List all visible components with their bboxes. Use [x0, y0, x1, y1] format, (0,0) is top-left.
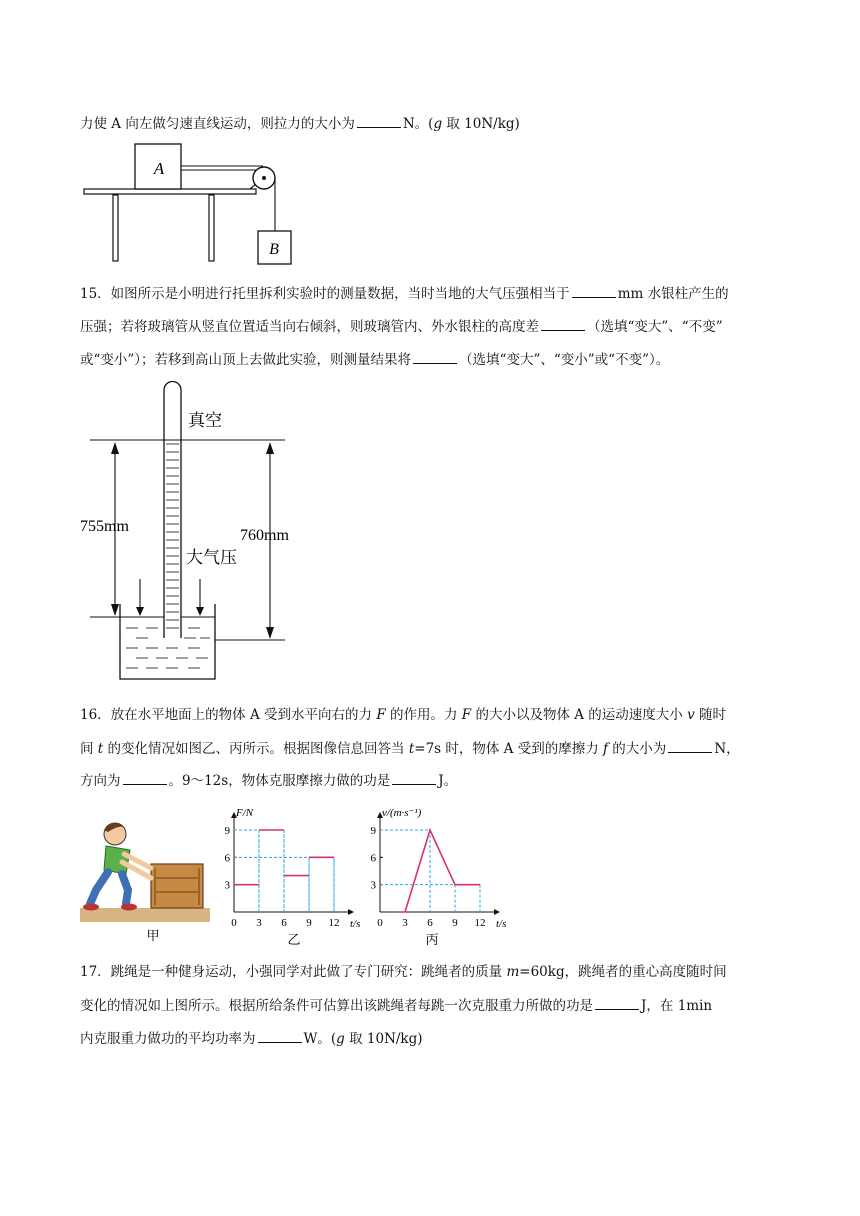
text: 或“变小”）；若移到高山顶上去做此实验，则测量结果将: [80, 352, 412, 368]
answer-blank[interactable]: [392, 771, 436, 785]
y-tick-label: 9: [224, 825, 230, 837]
q17-line-3: [80, 1029, 423, 1048]
force-time-chart: [220, 806, 368, 948]
y-axis-label: F/N: [236, 807, 254, 819]
box: [151, 864, 203, 908]
table-leg: [113, 195, 118, 261]
symbol-t: t: [408, 741, 415, 757]
left-height-label: 755mm: [80, 518, 129, 535]
x-axis-label: t/s: [496, 918, 507, 930]
text: 。9～12s，物体克服摩擦力做的功是: [168, 773, 391, 789]
q15-line-1: [80, 284, 729, 303]
table-top: [84, 189, 256, 194]
x-tick-label: 6: [281, 917, 287, 929]
q14-line-1: [80, 114, 520, 133]
vacuum-label: 真空: [188, 411, 222, 430]
symbol-f: F: [376, 707, 386, 723]
text: W。(: [303, 1031, 337, 1047]
text: 压强；若将玻璃管从竖直位置适当向右倾斜，则玻璃管内、外水银柱的高度差: [80, 319, 539, 335]
y-tick-label: 9: [370, 825, 376, 837]
y-tick-label: 6: [224, 852, 230, 865]
text: =60kg，跳绳者的重心高度随时间: [519, 964, 727, 980]
x-axis-arrow: [348, 909, 354, 915]
answer-blank[interactable]: [572, 284, 616, 298]
text: （选填“变大”、“不变”: [587, 319, 723, 335]
block-b-label: B: [269, 241, 279, 258]
symbol-g: g: [336, 1031, 345, 1047]
q14-pulley-figure: [80, 138, 300, 268]
text: 16．放在水平地面上的物体 A 受到水平向右的力: [80, 707, 377, 723]
symbol-v: v: [687, 707, 695, 723]
answer-blank[interactable]: [595, 996, 639, 1010]
text: 的作用。力: [385, 707, 462, 723]
text: 随时: [694, 707, 727, 723]
block-a-label: A: [153, 159, 165, 178]
x-tick-label: 12: [328, 917, 340, 929]
q16-line-3: [80, 771, 457, 790]
table-leg: [209, 195, 214, 261]
mercury-column: [166, 444, 179, 628]
answer-blank[interactable]: [413, 350, 457, 364]
text: 内克服重力做功的平均功率为: [80, 1031, 256, 1047]
symbol-t: t: [97, 741, 104, 757]
q16-line-2: [80, 739, 740, 758]
x-tick-label: 3: [402, 917, 408, 929]
ground: [80, 908, 210, 922]
text: J。: [438, 773, 458, 789]
answer-blank[interactable]: [357, 114, 401, 128]
y-tick-label: 3: [370, 879, 376, 892]
text: 间: [80, 741, 98, 757]
answer-blank[interactable]: [541, 317, 585, 331]
x-axis-label: t/s: [350, 918, 361, 930]
text: 的变化情况如图乙、丙所示。根据图像信息回答当: [103, 741, 409, 757]
q16-line-1: [80, 706, 726, 724]
text: =7s 时，物体 A 受到的摩擦力: [414, 741, 604, 757]
symbol-m: m: [506, 964, 520, 980]
text: 的大小为: [608, 741, 667, 757]
chart-yi-caption: 乙: [287, 932, 301, 947]
x-tick-label: 6: [427, 917, 433, 929]
text: N。(: [402, 116, 434, 132]
text: （选填“变大”、“变小”或“不变”）。: [459, 352, 670, 368]
x-tick-label: 9: [306, 917, 312, 929]
basin-mercury: [126, 628, 210, 668]
torricelli-figure: [80, 376, 320, 686]
y-axis-label: v/(m·s⁻¹): [382, 807, 422, 819]
fig-jia-label: 甲: [146, 928, 160, 943]
text: 的大小以及物体 A 的运动速度大小: [471, 707, 688, 723]
x-tick-label: 0: [231, 917, 237, 929]
x-tick-label: 12: [474, 917, 486, 929]
answer-blank[interactable]: [258, 1029, 302, 1043]
x-tick-label: 9: [452, 917, 458, 929]
atm-label: 大气压: [186, 548, 237, 567]
glass-tube: [164, 382, 181, 639]
text: 变化的情况如上图所示。根据所给条件可估算出该跳绳者每跳一次克服重力所做的功是: [80, 998, 593, 1014]
text: 取 10N/kg): [344, 1031, 423, 1047]
q17-line-2: [80, 996, 712, 1015]
text: N，: [714, 741, 740, 757]
q17-line-1: [80, 963, 727, 981]
y-tick-label: 3: [224, 879, 230, 892]
text: J，在 1min: [641, 998, 713, 1014]
text: 取 10N/kg): [442, 116, 520, 132]
q15-line-3: [80, 350, 669, 369]
symbol-friction: f: [603, 741, 609, 757]
text: 15．如图所示是小明进行托里拆利实验时的测量数据，当时当地的大气压强相当于: [80, 286, 570, 302]
text: 力使 A 向左做匀速直线运动，则拉力的大小为: [80, 116, 355, 132]
velocity-line: [397, 830, 480, 912]
answer-blank[interactable]: [668, 739, 712, 753]
symbol-g: g: [433, 116, 443, 132]
x-axis-arrow: [494, 909, 500, 915]
boy-pushing-box-figure: [78, 812, 213, 947]
x-tick-label: 3: [256, 917, 262, 929]
right-height-label: 760mm: [240, 527, 289, 544]
text: 方向为: [80, 773, 121, 789]
answer-blank[interactable]: [123, 771, 167, 785]
text: mm 水银柱产生的: [617, 286, 729, 302]
symbol-f: F: [461, 707, 472, 723]
q15-line-2: [80, 317, 723, 336]
chart-bing-caption: 丙: [425, 932, 439, 947]
x-tick-label: 0: [377, 917, 383, 929]
y-tick-label: 6: [370, 852, 376, 865]
text: 17．跳绳是一种健身运动，小强同学对此做了专门研究：跳绳者的质量: [80, 964, 507, 980]
velocity-time-chart: [366, 806, 514, 948]
